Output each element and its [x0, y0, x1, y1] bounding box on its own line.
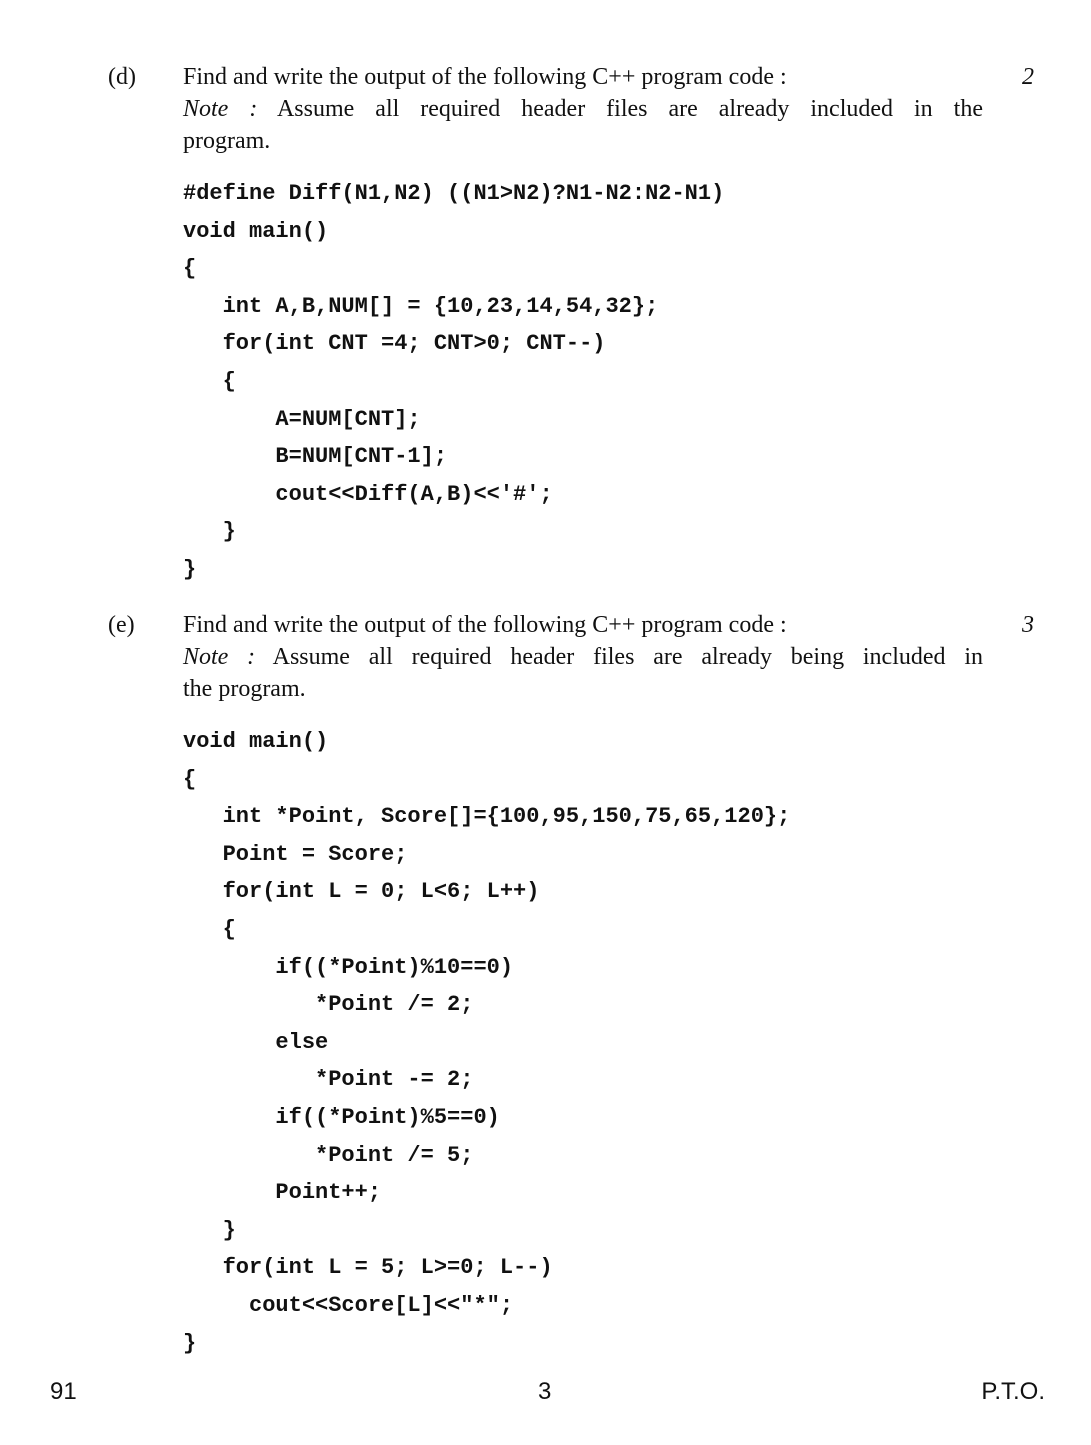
- code-line: void main(): [183, 729, 329, 754]
- code-line: for(int CNT =4; CNT>0; CNT--): [183, 331, 606, 357]
- code-line: for(int L = 0; L<6; L++): [183, 879, 540, 905]
- code-line: *Point /= 5;: [183, 1142, 474, 1168]
- code-line: if((*Point)%10==0): [183, 954, 514, 980]
- question-d-note-line1: [183, 93, 983, 125]
- footer-paper-code: 91: [50, 1378, 77, 1405]
- code-line: *Point /= 2;: [183, 992, 474, 1018]
- question-e-prose: [183, 609, 983, 705]
- question-e-label: (e): [108, 612, 135, 638]
- code-line: {: [183, 916, 236, 942]
- code-line: B=NUM[CNT-1];: [183, 444, 448, 470]
- question-e-note-text1: Assume all required header files are already being included in: [255, 644, 984, 670]
- question-e-note-line1: [183, 641, 983, 673]
- code-line: }: [183, 1330, 197, 1356]
- code-line: void main(): [183, 218, 329, 244]
- question-e-note-label: Note :: [183, 644, 256, 670]
- question-d-note-label: Note :: [183, 96, 258, 122]
- question-d-prose: [183, 61, 983, 157]
- question-e-note-line2: the program.: [183, 676, 306, 702]
- question-d-note-text1: Assume all required header files are already included in the: [257, 96, 983, 122]
- code-line: {: [183, 368, 236, 394]
- code-line: cout<<Diff(A,B)<<'#';: [183, 481, 553, 507]
- code-line: {: [183, 256, 197, 282]
- question-d-code-block: [183, 175, 724, 589]
- code-line: }: [183, 519, 236, 545]
- code-line: int *Point, Score[]={100,95,150,75,65,120};: [183, 804, 791, 830]
- code-line: for(int L = 5; L>=0; L--): [183, 1255, 553, 1281]
- question-e-code-block: [183, 723, 790, 1362]
- code-line: Point = Score;: [183, 841, 408, 867]
- code-line: cout<<Score[L]<<"*";: [183, 1292, 514, 1318]
- code-line: A=NUM[CNT];: [183, 406, 421, 432]
- code-line: Point++;: [183, 1180, 382, 1206]
- code-line: *Point -= 2;: [183, 1067, 474, 1093]
- code-line: if((*Point)%5==0): [183, 1104, 500, 1130]
- code-line: #define Diff(N1,N2) ((N1>N2)?N1-N2:N2-N1): [183, 181, 725, 206]
- question-d-marks: 2: [1022, 64, 1034, 90]
- code-line: }: [183, 1217, 236, 1243]
- question-e-marks: 3: [1022, 612, 1034, 638]
- question-d-note-line2: program.: [183, 128, 271, 154]
- footer-pto: P.T.O.: [981, 1378, 1045, 1405]
- footer-page-number: 3: [538, 1378, 552, 1405]
- code-line: {: [183, 766, 197, 792]
- question-d-label: (d): [108, 64, 136, 90]
- question-d-prompt: Find and write the output of the following C++ program code :: [183, 64, 787, 90]
- code-line: }: [183, 556, 197, 582]
- code-line: int A,B,NUM[] = {10,23,14,54,32};: [183, 293, 659, 319]
- code-line: else: [183, 1029, 329, 1055]
- question-e-prompt: Find and write the output of the following C++ program code :: [183, 612, 787, 638]
